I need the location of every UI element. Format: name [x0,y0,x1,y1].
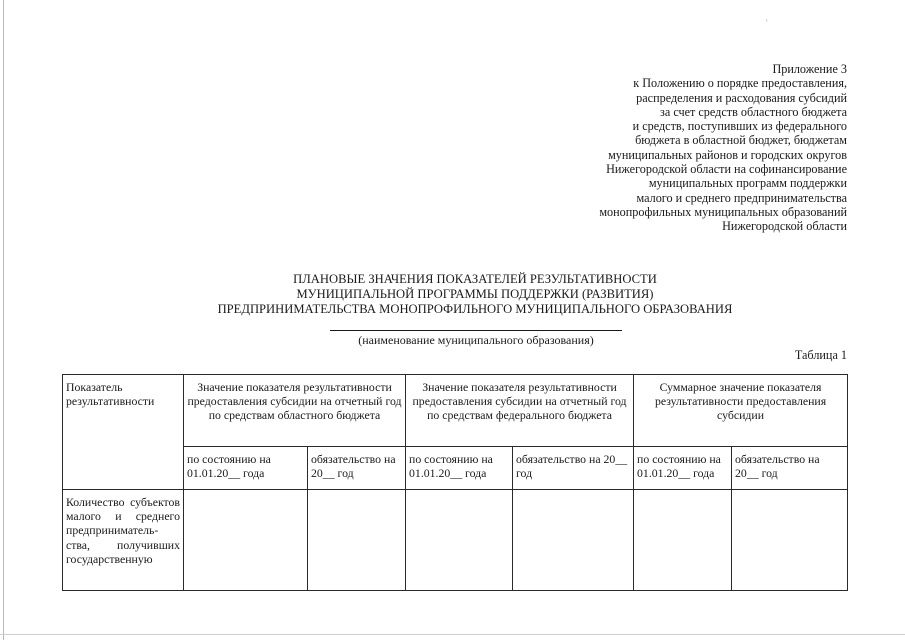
appendix-line: монопрофильных муниципальных образований [599,204,847,219]
appendix-line: бюджета в областной бюджет, бюджетам [635,133,847,148]
value-cell [513,490,634,591]
table-header-row [63,375,848,447]
subheader-total-as-of: по состоянию на 01.01.20__ года [634,447,732,490]
municipality-name-blank [330,330,622,331]
table-label: Таблица 1 [794,348,847,362]
header-total-value: Суммарное значение показателя результативности предоставления субсидии [634,375,848,447]
appendix-line: и средств, поступивших из федерального [632,119,847,134]
subheader-regional-obligation: обязательство на 20__ год [308,447,406,490]
value-cell [634,490,732,591]
value-cell [732,490,848,591]
page-bottom-edge [0,634,905,635]
subheader-regional-as-of: по состоянию на 01.01.20__ года [184,447,308,490]
title-line: МУНИЦИПАЛЬНОЙ ПРОГРАММЫ ПОДДЕРЖКИ (РАЗВИТИЯ) [296,287,654,301]
page-left-edge [3,0,4,640]
table-row [63,490,848,591]
appendix-line: к Положению о порядке предоставления, [633,76,847,91]
scan-artifact-mark: ' [766,18,768,28]
document-title [150,272,800,317]
title-line: ПЛАНОВЫЕ ЗНАЧЕНИЯ ПОКАЗАТЕЛЕЙ РЕЗУЛЬТАТИВНОСТИ [293,272,657,286]
indicators-table [62,374,848,591]
appendix-line: за счет средств областного бюджета [660,104,847,119]
appendix-line: Нижегородской области [722,219,847,234]
municipality-name-caption: (наименование муниципального образования) [358,333,594,347]
value-cell [406,490,513,591]
title-line: ПРЕДПРИНИМАТЕЛЬСТВА МОНОПРОФИЛЬНОГО МУНИЦИПАЛЬНОГО ОБРАЗОВАНИЯ [217,302,733,316]
header-indicator-cell: Показатель результативности [63,375,184,490]
appendix-header [527,62,847,234]
appendix-line: муниципальных программ поддержки [648,176,847,191]
subheader-federal-obligation: обязательство на 20__ год [513,447,634,490]
header-regional-budget: Значение показателя результативности предоставления субсидии на отчетный год по средствам областного бюджета [184,375,406,447]
value-cell [308,490,406,591]
value-cell [184,490,308,591]
subheader-total-obligation: обязательство на 20__ год [732,447,848,490]
header-federal-budget: Значение показателя результативности предоставления субсидии на отчетный год по средствам федерального бюджета [406,375,634,447]
appendix-line: Приложение 3 [772,62,847,76]
appendix-line: распределения и расходования субсидий [636,90,847,105]
subheader-federal-as-of: по состоянию на 01.01.20__ года [406,447,513,490]
appendix-line: муниципальных районов и городских округов [608,147,847,162]
appendix-line: Нижегородской области на софинансирование [606,162,847,177]
appendix-line: малого и среднего предпринимательства [636,190,847,205]
indicator-name-cell: Количество субъектов малого и среднего предприниматель-ства, получивших государственную [63,490,184,591]
